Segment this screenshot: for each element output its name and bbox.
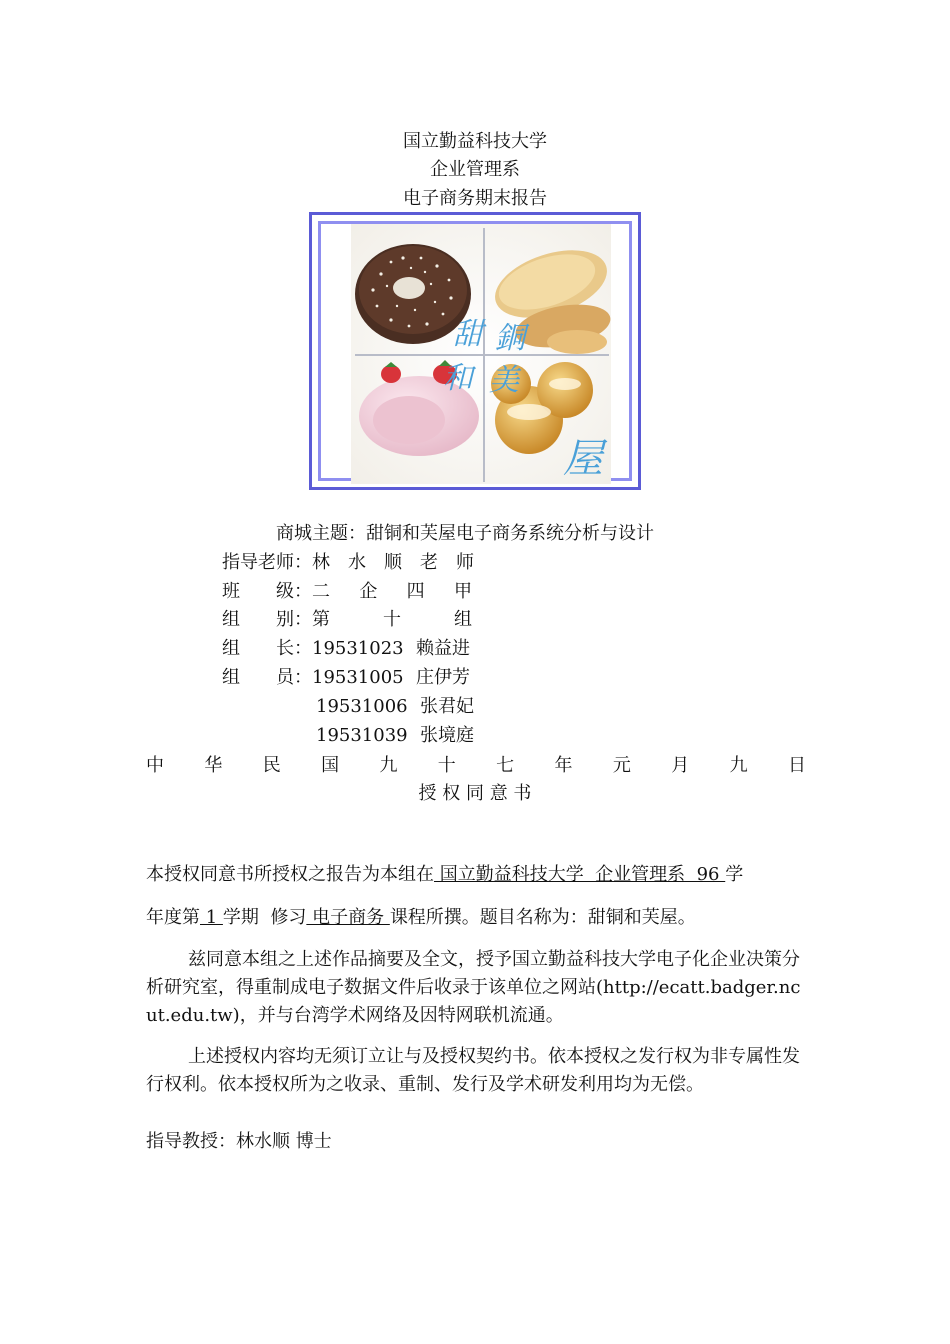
theme-label: 商城主题： bbox=[276, 523, 366, 544]
logo-char-3: 和 bbox=[443, 361, 473, 396]
member-id: 19531006 bbox=[316, 696, 408, 717]
member-row-2 bbox=[316, 693, 474, 721]
member-name: 张境庭 bbox=[420, 725, 474, 746]
date-char: 年 bbox=[554, 755, 573, 776]
advisor-colon: ： bbox=[294, 552, 312, 573]
consent-line-1 bbox=[146, 861, 808, 889]
leader-name: 赖益进 bbox=[416, 638, 470, 659]
report-title: 电子商务期末报告 bbox=[403, 188, 547, 209]
leader-label: 组长 bbox=[222, 638, 294, 659]
date-char: 中 bbox=[146, 755, 164, 776]
member-id: 19531039 bbox=[316, 725, 408, 746]
consent-paragraph-3: 兹同意本组之上述作品摘要及全文，授予国立勤益科技大学电子化企业决策分析研究室，得重制成电子数据文件后收录于该单位之网站(http://ecatt.badger.ncut.edu.tw)，并与台湾学术网络及因特网联机流通。 bbox=[146, 949, 801, 1026]
leader-row bbox=[222, 635, 470, 663]
advisor-row bbox=[222, 549, 474, 577]
date-char: 国 bbox=[321, 755, 340, 776]
logo-char-5: 屋 bbox=[563, 436, 603, 482]
date-char: 民 bbox=[262, 755, 281, 776]
member-id: 19531005 bbox=[312, 667, 404, 688]
members-colon: ： bbox=[294, 667, 312, 688]
date-char: 元 bbox=[612, 755, 631, 776]
class-label: 班级 bbox=[222, 581, 294, 602]
member-row-1 bbox=[222, 664, 470, 692]
university-title: 国立勤益科技大学 bbox=[403, 131, 547, 152]
consent-text: 本授权同意书所授权之报告为本组在 bbox=[146, 864, 434, 885]
class-colon: ： bbox=[294, 581, 312, 602]
member-name: 庄伊芳 bbox=[416, 667, 470, 688]
consent-text: 课程所撰。题目名称为：甜铜和芙屋。 bbox=[389, 907, 696, 928]
theme-line bbox=[276, 520, 654, 548]
member-row-3 bbox=[316, 722, 474, 750]
advisor-signature: 指导教授：林水顺 博士 bbox=[146, 1131, 332, 1152]
school-underlined: 国立勤益科技大学 企业管理系 96 bbox=[434, 864, 726, 885]
consent-text: 年度第 bbox=[146, 907, 200, 928]
member-name: 张君妃 bbox=[420, 696, 474, 717]
date-char: 九 bbox=[379, 755, 398, 776]
consent-text: 学 bbox=[725, 864, 744, 885]
cover-image bbox=[351, 224, 611, 484]
advisor-label: 指导老师 bbox=[222, 552, 294, 573]
group-colon: ： bbox=[294, 609, 312, 630]
report-date bbox=[146, 752, 806, 780]
department-title: 企业管理系 bbox=[430, 159, 520, 180]
logo-char-1: 甜 bbox=[453, 317, 483, 352]
date-char: 月 bbox=[671, 755, 690, 776]
date-char: 七 bbox=[496, 755, 515, 776]
cover-image-frame bbox=[309, 212, 641, 490]
date-char: 日 bbox=[787, 755, 806, 776]
consent-text: 学期 修习 bbox=[222, 907, 307, 928]
consent-line-2 bbox=[146, 904, 808, 932]
term-underlined: 1 bbox=[200, 907, 223, 928]
group-row bbox=[222, 606, 472, 634]
group-value: 第 十 组 bbox=[312, 609, 472, 630]
date-char: 九 bbox=[729, 755, 748, 776]
logo-char-2: 銅 bbox=[495, 321, 525, 356]
date-char: 华 bbox=[204, 755, 223, 776]
date-char: 十 bbox=[437, 755, 456, 776]
consent-title: 授 权 同 意 书 bbox=[418, 783, 532, 804]
course-underlined: 电子商务 bbox=[306, 907, 390, 928]
leader-colon: ： bbox=[294, 638, 312, 659]
theme-value: 甜铜和芙屋电子商务系统分析与设计 bbox=[366, 523, 654, 544]
class-row bbox=[222, 578, 472, 606]
advisor-value: 林 水 顺 老 师 bbox=[312, 552, 474, 573]
cover-image-inner-frame bbox=[318, 221, 632, 481]
logo-char-4: 美 bbox=[489, 363, 519, 398]
members-label: 组员 bbox=[222, 667, 294, 688]
class-value: 二 企 四 甲 bbox=[312, 581, 472, 602]
consent-paragraph-4: 上述授权内容均无须订立让与及授权契约书。依本授权之发行权为非专属性发行权利。依本授权所为之收录、重制、发行及学术研发利用均为无偿。 bbox=[146, 1046, 800, 1095]
group-label: 组别 bbox=[222, 609, 294, 630]
leader-id: 19531023 bbox=[312, 638, 404, 659]
